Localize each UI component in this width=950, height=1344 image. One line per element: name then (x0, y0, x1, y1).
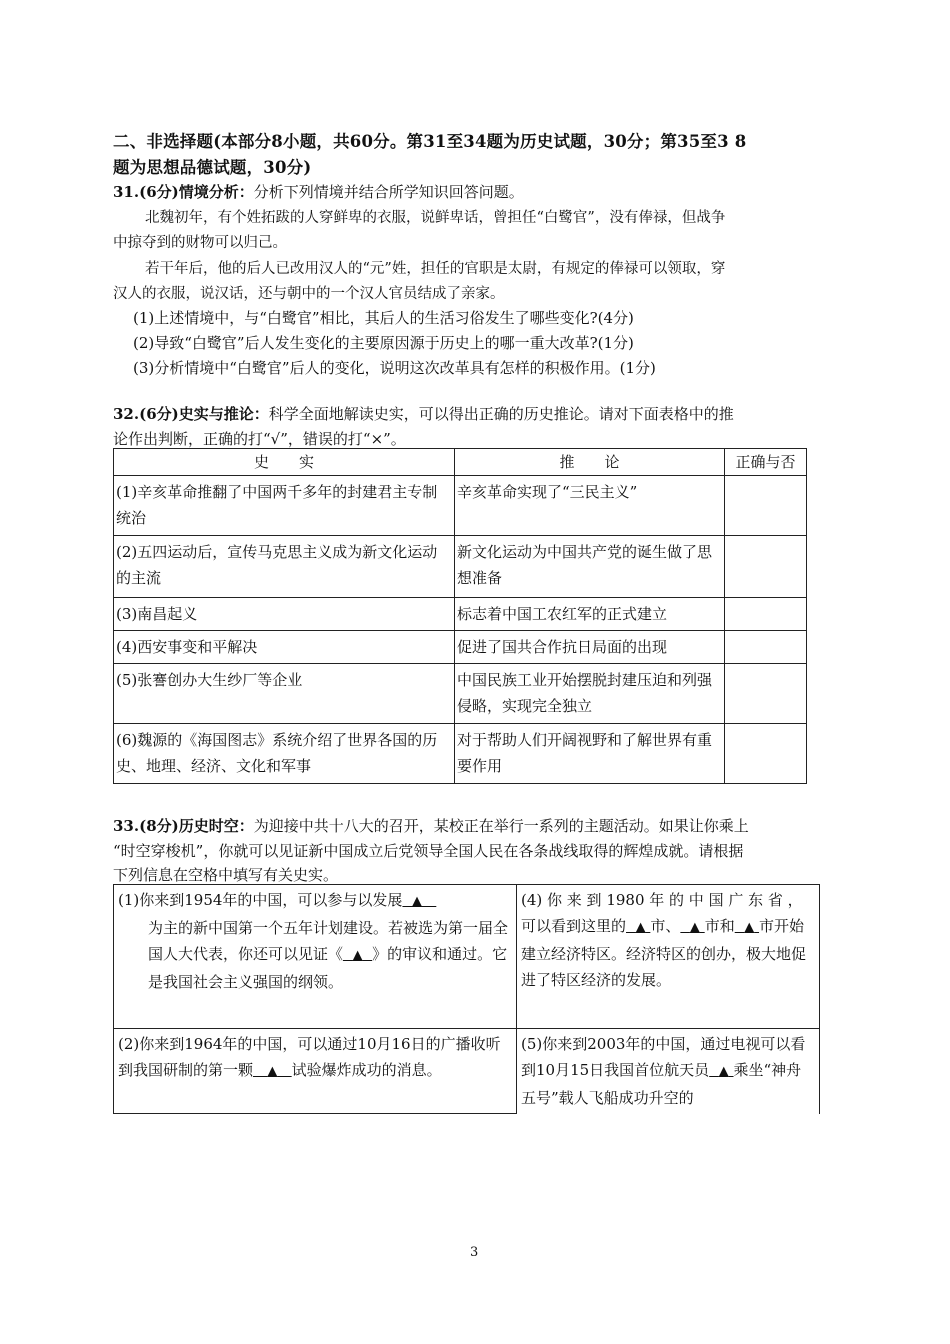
table-header-row (114, 449, 807, 476)
fact-cell: (1)辛亥革命推翻了中国两千多年的封建君主专制统治 (114, 476, 455, 536)
q31-para1-line1: 北魏初年，有个姓拓跋的人穿鲜卑的衣服，说鲜卑话，曾担任“白鹭官”，没有俸禄，但战争 (145, 210, 726, 226)
judge-cell[interactable] (725, 536, 807, 598)
q32-prompt-line2: 论作出判断，正确的打“√”，错误的打“×”。 (113, 430, 406, 448)
q32-number: 32.(6分) (113, 405, 179, 423)
answer-blank[interactable] (735, 913, 759, 941)
box5-text-b: 乘坐“神舟五号”载人飞船成功升空的 (521, 1061, 802, 1107)
answer-blank[interactable] (680, 913, 704, 941)
header-judge: 正确与否 (725, 449, 807, 476)
header-inference: 推 论 (455, 449, 725, 476)
answer-blank[interactable] (709, 1057, 733, 1085)
q33-number: 33.(8分) (113, 817, 179, 835)
fact-cell: (2)五四运动后，宣传马克思主义成为新文化运动的主流 (114, 536, 455, 598)
q33-prompt-line3: 下列信息在空格中填写有关史实。 (113, 866, 339, 884)
table-row (114, 598, 807, 631)
box2-text-a: (2)你来到1964年的中国，可以通过10月16日的广播收听到我国研制的第一颗 (118, 1035, 501, 1079)
q31-prompt: 分析下列情境并结合所学知识回答问题。 (253, 183, 524, 201)
q31-para2-line1: 若干年后，他的后人已改用汉人的“元”姓，担任的官职是太尉，有规定的俸禄可以领取，穿 (145, 261, 726, 277)
q31-label: 情境分析： (178, 183, 254, 201)
section-title-line1: 二、非选择题(本部分8小题，共60分。第31至34题为历史试题，30分；第35至3 8 (113, 132, 747, 151)
q31-sub3: (3)分析情境中“白鹭官”后人的变化，说明这次改革具有怎样的积极作用。(1分) (133, 359, 656, 377)
q33-box-2 (113, 1028, 517, 1114)
q32-heading (113, 403, 734, 424)
box1-text-a: (1)你来到1954年的中国，可以参与以发展 (118, 891, 403, 909)
box5-text-a: (5)你来到2003年的中国，通过电视可以看到10月15日我国首位航天员 (521, 1035, 806, 1079)
page-number: 3 (470, 1245, 479, 1260)
header-fact: 史 实 (114, 449, 455, 476)
blank-triangle-icon: ▲ (267, 1064, 278, 1079)
q31-heading (113, 181, 524, 202)
table-row (114, 724, 807, 784)
fact-cell: (5)张謇创办大生纱厂等企业 (114, 664, 455, 724)
answer-blank[interactable] (343, 941, 372, 969)
blank-triangle-icon: ▲ (411, 894, 422, 909)
blank-triangle-icon: ▲ (718, 1064, 729, 1079)
box4-text-a: (4) 你 来 到 1980 年 的 中 国 广 东 省 ， 可以看到这里的 (521, 891, 803, 935)
fact-cell: (3)南昌起义 (114, 598, 455, 631)
box4-text-c: 市和 (704, 917, 735, 935)
q31-para1-line2: 中掠夺到的财物可以归己。 (113, 235, 287, 251)
q33-box-1 (113, 884, 517, 1029)
blank-triangle-icon: ▲ (689, 920, 700, 935)
fact-cell: (4)西安事变和平解决 (114, 631, 455, 664)
blank-triangle-icon: ▲ (744, 920, 755, 935)
table-row (114, 664, 807, 724)
box4-text-b: 市、 (650, 917, 681, 935)
judge-cell[interactable] (725, 631, 807, 664)
blank-triangle-icon: ▲ (635, 920, 646, 935)
q33-prompt-line1: 为迎接中共十八大的召开，某校正在举行一系列的主题活动。如果让你乘上 (253, 817, 749, 835)
q33-prompt-line2: “时空穿梭机”，你就可以见证新中国成立后党领导全国人民在各条战线取得的辉煌成就。请根据 (113, 842, 744, 860)
inference-cell: 新文化运动为中国共产党的诞生做了思想准备 (455, 536, 725, 598)
blank-triangle-icon: ▲ (352, 948, 363, 963)
fact-cell: (6)魏源的《海国图志》系统介绍了世界各国的历史、地理、经济、文化和军事 (114, 724, 455, 784)
judge-cell[interactable] (725, 664, 807, 724)
box4-text-d: 市开始建立经济特区。经济特区的创办，极大地促进了特区经济的发展。 (521, 917, 807, 989)
q32-table (113, 448, 807, 784)
box1-text-b: 为主的新中国第一个五年计划建设。若被选为第一届全国人大代表，你还可以见证《 (148, 919, 509, 963)
q33-heading (113, 815, 749, 836)
inference-cell: 标志着中国工农红军的正式建立 (455, 598, 725, 631)
inference-cell: 中国民族工业开始摆脱封建压迫和列强侵略，实现完全独立 (455, 664, 725, 724)
q32-label: 史实与推论： (178, 405, 269, 423)
table-row (114, 536, 807, 598)
inference-cell: 对于帮助人们开阔视野和了解世界有重要作用 (455, 724, 725, 784)
section-title-line2: 题为思想品德试题，30分) (113, 158, 312, 177)
table-row (114, 476, 807, 536)
q31-number: 31.(6分) (113, 183, 179, 201)
inference-cell: 促进了国共合作抗日局面的出现 (455, 631, 725, 664)
box1-text-c: 》的审议和通过。它是我国社会主义强国的纲领。 (148, 945, 508, 991)
q31-sub2: (2)导致“白鹭官”后人发生变化的主要原因源于历史上的哪一重大改革?(1分) (133, 334, 634, 352)
judge-cell[interactable] (725, 476, 807, 536)
q33-box-4 (516, 884, 820, 1029)
box2-text-b: 试验爆炸成功的消息。 (291, 1061, 442, 1079)
q31-para2-line2: 汉人的衣服，说汉话，还与朝中的一个汉人官员结成了亲家。 (113, 286, 505, 302)
judge-cell[interactable] (725, 598, 807, 631)
table-row (114, 631, 807, 664)
q33-box-5 (516, 1028, 820, 1114)
q33-label: 历史时空： (178, 817, 254, 835)
q32-prompt-line1: 科学全面地解读史实，可以得出正确的历史推论。请对下面表格中的推 (268, 405, 734, 423)
answer-blank[interactable] (402, 887, 436, 915)
q31-sub1: (1)上述情境中，与“白鹭官”相比，其后人的生活习俗发生了哪些变化?(4分) (133, 309, 634, 327)
inference-cell: 辛亥革命实现了“三民主义” (455, 476, 725, 536)
answer-blank[interactable] (253, 1057, 292, 1085)
judge-cell[interactable] (725, 724, 807, 784)
answer-blank[interactable] (626, 913, 650, 941)
